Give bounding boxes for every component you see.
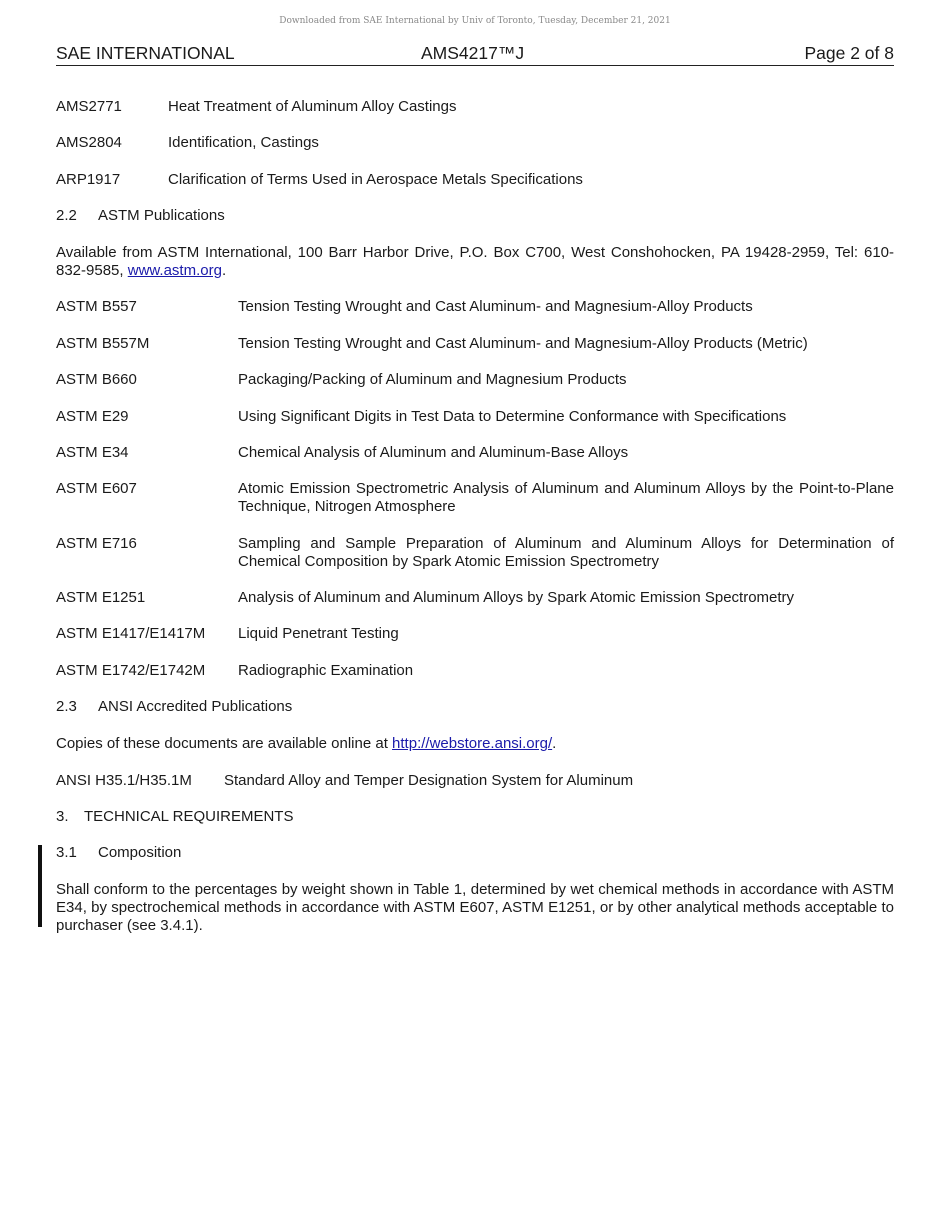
reference-title: Tension Testing Wrought and Cast Aluminum- and Magnesium-Alloy Products (238, 298, 753, 315)
astm-availability-paragraph (56, 244, 894, 280)
section-title: ANSI Accredited Publications (98, 698, 293, 715)
reference-title: Identification, Castings (168, 134, 319, 151)
reference-code: ASTM B557 (56, 298, 137, 315)
reference-code: ASTM E607 (56, 480, 137, 497)
availability-text: Available from ASTM International, 100 Barr Harbor Drive, P.O. Box C700, West Conshohocken, PA 19428-2959, Tel: 610-832-9585, (56, 244, 894, 279)
ansi-webstore-link[interactable]: http://webstore.ansi.org/ (392, 735, 553, 752)
reference-title: Heat Treatment of Aluminum Alloy Castings (168, 98, 457, 115)
section-title: Composition (98, 844, 182, 861)
section-number: 3. (56, 808, 69, 825)
reference-title: Sampling and Sample Preparation of Aluminum and Aluminum Alloys for Determination of Chemical Composition by Spark Atomic Emission Spectrometry (238, 535, 894, 570)
reference-title: Chemical Analysis of Aluminum and Aluminum-Base Alloys (238, 444, 629, 461)
reference-code: AMS2771 (56, 98, 122, 115)
availability-end: . (552, 735, 557, 752)
availability-end: . (221, 262, 227, 279)
section-number: 3.1 (56, 844, 77, 861)
reference-code: ASTM E1251 (56, 589, 146, 606)
availability-text: Copies of these documents are available online at (56, 735, 393, 752)
header-doc-id: AMS4217™J (421, 43, 525, 63)
reference-title: Analysis of Aluminum and Aluminum Alloys by Spark Atomic Emission Spectrometry (238, 589, 795, 606)
reference-code: ASTM B660 (56, 371, 137, 388)
reference-code: ASTM E29 (56, 408, 129, 425)
reference-code: ASTM B557M (56, 335, 150, 352)
section-heading-astm (56, 207, 225, 225)
reference-title: Clarification of Terms Used in Aerospace Metals Specifications (168, 171, 583, 188)
reference-title: Tension Testing Wrought and Cast Aluminum- and Magnesium-Alloy Products (Metric) (238, 335, 808, 352)
ansi-availability-paragraph (56, 735, 894, 753)
reference-code: ASTM E34 (56, 444, 129, 461)
reference-title: Standard Alloy and Temper Designation System for Aluminum (224, 772, 634, 789)
page-header (56, 43, 894, 66)
reference-title: Radiographic Examination (238, 662, 414, 679)
section-heading-ansi (56, 698, 292, 716)
section-number: 2.3 (56, 698, 77, 715)
astm-website-link[interactable]: www.astm.org (127, 262, 222, 279)
reference-code: ASTM E716 (56, 535, 137, 552)
section-heading-technical-requirements (56, 808, 293, 826)
section-title: ASTM Publications (98, 207, 225, 224)
revision-change-bar (38, 845, 42, 927)
section-number: 2.2 (56, 207, 77, 224)
reference-code: ANSI H35.1/H35.1M (56, 772, 192, 789)
reference-title: Using Significant Digits in Test Data to Determine Conformance with Specifications (238, 408, 787, 425)
header-org: SAE INTERNATIONAL (56, 43, 235, 63)
reference-code: ARP1917 (56, 171, 121, 188)
section-title: TECHNICAL REQUIREMENTS (84, 808, 294, 825)
header-page-number: Page 2 of 8 (804, 43, 894, 63)
reference-code: AMS2804 (56, 134, 122, 151)
reference-code: ASTM E1417/E1417M (56, 625, 206, 642)
reference-title: Packaging/Packing of Aluminum and Magnesium Products (238, 371, 627, 388)
reference-title: Atomic Emission Spectrometric Analysis of Aluminum and Aluminum Alloys by the Point-to-Plane Technique, Nitrogen Atmosphere (238, 480, 894, 515)
composition-paragraph: Shall conform to the percentages by weight shown in Table 1, determined by wet chemical methods in accordance with ASTM E34, by spectrochemical methods in accordance with ASTM E607, ASTM E1251, or by other analytical methods acceptable to purchaser (see 3.4.1). (56, 881, 894, 934)
section-heading-composition (56, 844, 181, 862)
reference-code: ASTM E1742/E1742M (56, 662, 206, 679)
reference-title: Liquid Penetrant Testing (238, 625, 399, 642)
download-watermark: Downloaded from SAE International by Univ of Toronto, Tuesday, December 21, 2021 (279, 16, 671, 26)
